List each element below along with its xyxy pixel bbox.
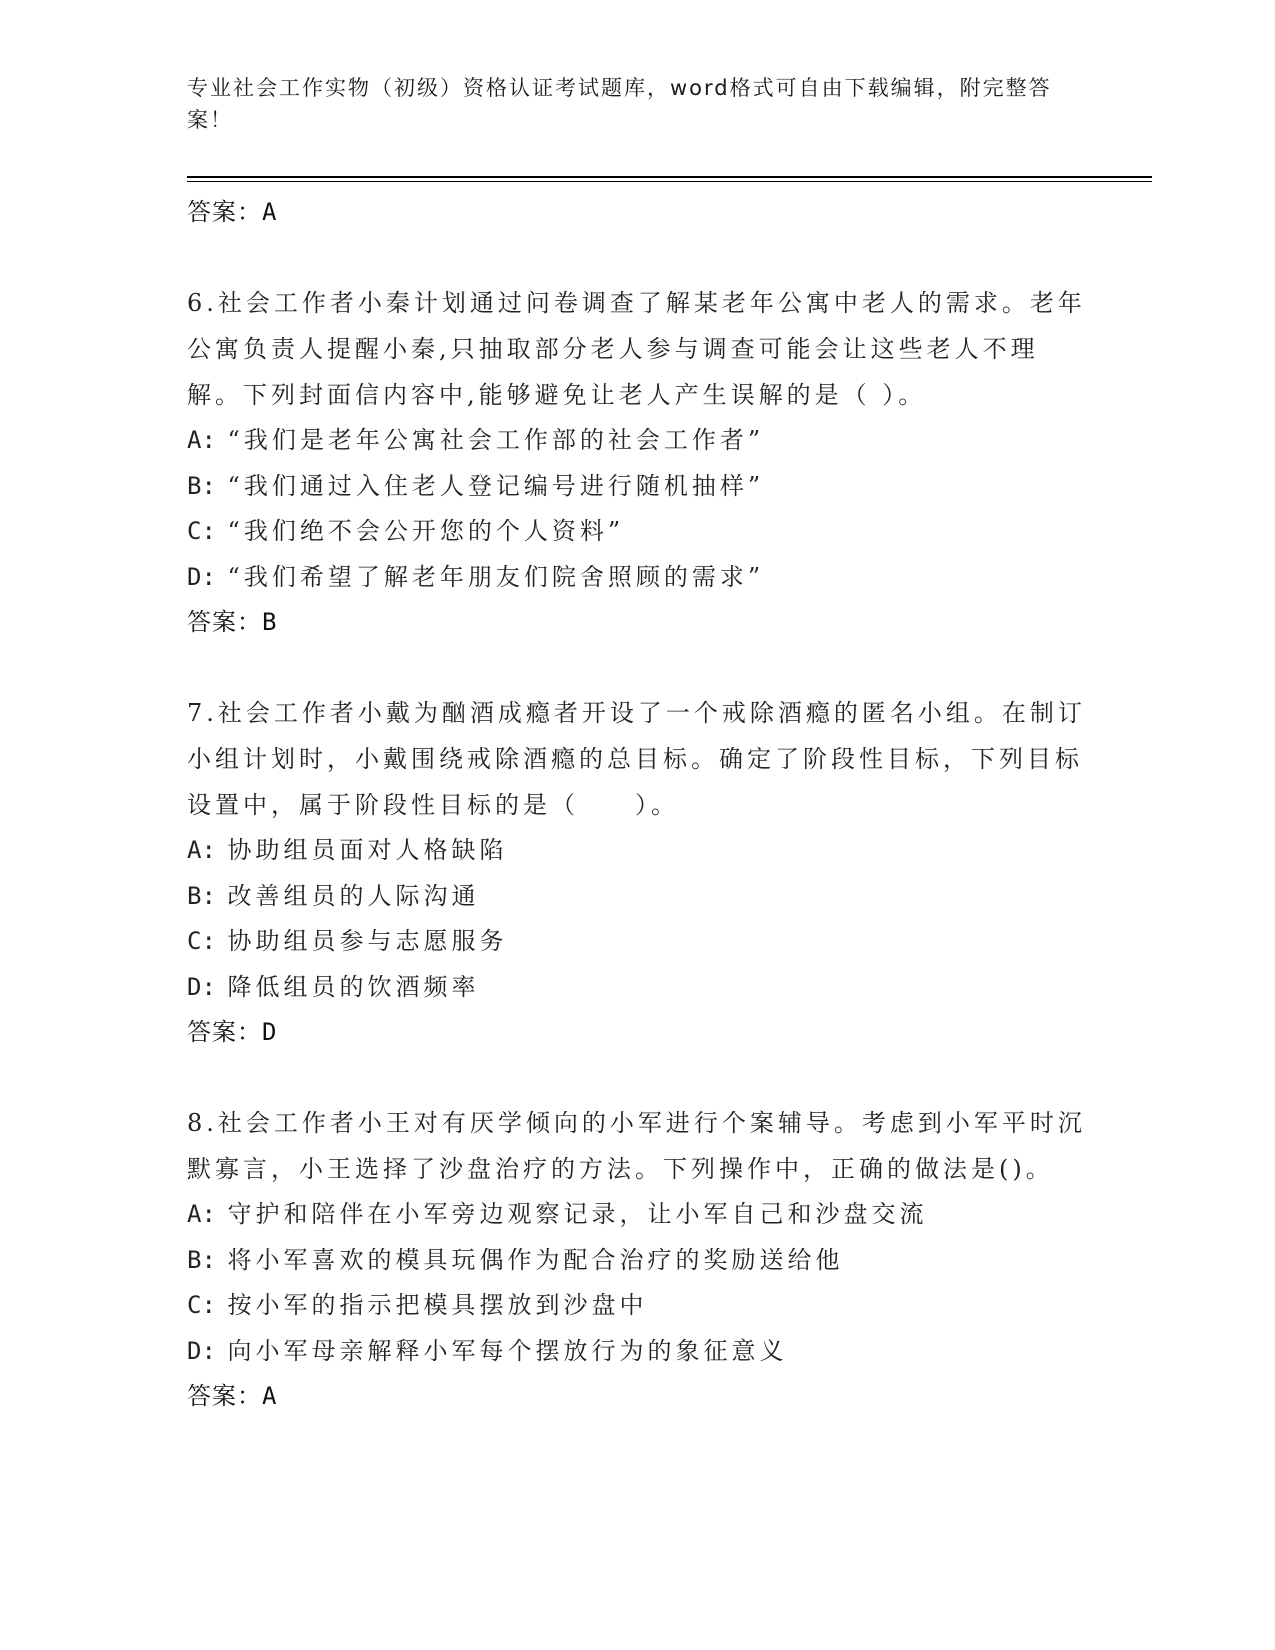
option-b [187,1238,1087,1284]
option-label: B: [187,1245,216,1274]
option-text: “我们希望了解老年朋友们院舍照顾的需求” [227,562,765,591]
option-label: C: [187,1291,216,1319]
option-label: D: [187,972,216,1001]
header-rule-thin [187,181,1152,182]
option-label: D: [187,562,216,591]
answer-line [187,190,1087,234]
page-header: 专业社会工作实物（初级）资格认证考试题库，word格式可自由下载编辑，附完整答案！ [187,76,1052,132]
option-text: “我们是老年公寓社会工作部的社会工作者” [227,426,765,454]
question-list [187,190,1087,1418]
question-stem: 7.社会工作者小戴为酗酒成瘾者开设了一个戒除酒瘾的匿名小组。在制订小组计划时，小戴围绕戒除酒瘾的总目标。确定了阶段性目标，下列目标设置中，属于阶段性目标的是（ ）。 [187,699,1086,819]
option-label: A: [187,1200,216,1228]
option-b [187,464,1087,510]
option-label: A: [187,836,216,864]
question-8 [187,1100,1087,1418]
answer-line [187,1010,1087,1054]
option-c [187,1283,1087,1329]
option-d [187,555,1087,601]
option-text: 将小军喜欢的模具玩偶作为配合治疗的奖励送给他 [227,1245,844,1274]
answer-label: 答案： [187,608,262,636]
question-7 [187,690,1087,1054]
question-stem: 8.社会工作者小王对有厌学倾向的小军进行个案辅导。考虑到小军平时沉默寡言，小王选择了沙盘治疗的方法。下列操作中，正确的做法是()。 [187,1109,1086,1183]
option-label: A: [187,426,216,454]
option-c [187,919,1087,965]
option-text: “我们绝不会公开您的个人资料” [227,517,625,545]
option-d [187,965,1087,1011]
option-a [187,1192,1087,1238]
option-text: 按小军的指示把模具摆放到沙盘中 [227,1291,648,1319]
answer-line [187,1374,1087,1418]
option-text: 协助组员参与志愿服务 [227,927,508,955]
question-stem: 6.社会工作者小秦计划通过问卷调查了解某老年公寓中老人的需求。老年公寓负责人提醒小秦,只抽取部分老人参与调查可能会让这些老人不理解。下列封面信内容中,能够避免让老人产生误解的是（ ）。 [187,289,1086,409]
answer-label: 答案： [187,198,262,226]
option-text: 守护和陪伴在小军旁边观察记录，让小军自己和沙盘交流 [227,1200,928,1228]
answer-value: D [262,1018,278,1046]
option-d [187,1329,1087,1375]
answer-label: 答案： [187,1382,262,1410]
answer-line [187,600,1087,644]
option-label: D: [187,1336,216,1365]
option-text: “我们通过入住老人登记编号进行随机抽样” [227,471,765,500]
option-text: 改善组员的人际沟通 [227,881,480,910]
answer-value: A [262,1382,278,1410]
option-a [187,418,1087,464]
answer-value: B [262,608,278,636]
answer-value: A [262,198,278,226]
option-a [187,828,1087,874]
option-label: C: [187,927,216,955]
option-label: C: [187,517,216,545]
answer-label: 答案： [187,1018,262,1046]
option-c [187,509,1087,555]
option-label: B: [187,471,216,500]
option-b [187,874,1087,920]
option-label: B: [187,881,216,910]
option-text: 协助组员面对人格缺陷 [227,836,508,864]
option-text: 降低组员的饮酒频率 [227,972,480,1001]
question-6 [187,280,1087,644]
option-text: 向小军母亲解释小军每个摆放行为的象征意义 [227,1336,788,1365]
header-rule-thick [187,176,1152,178]
